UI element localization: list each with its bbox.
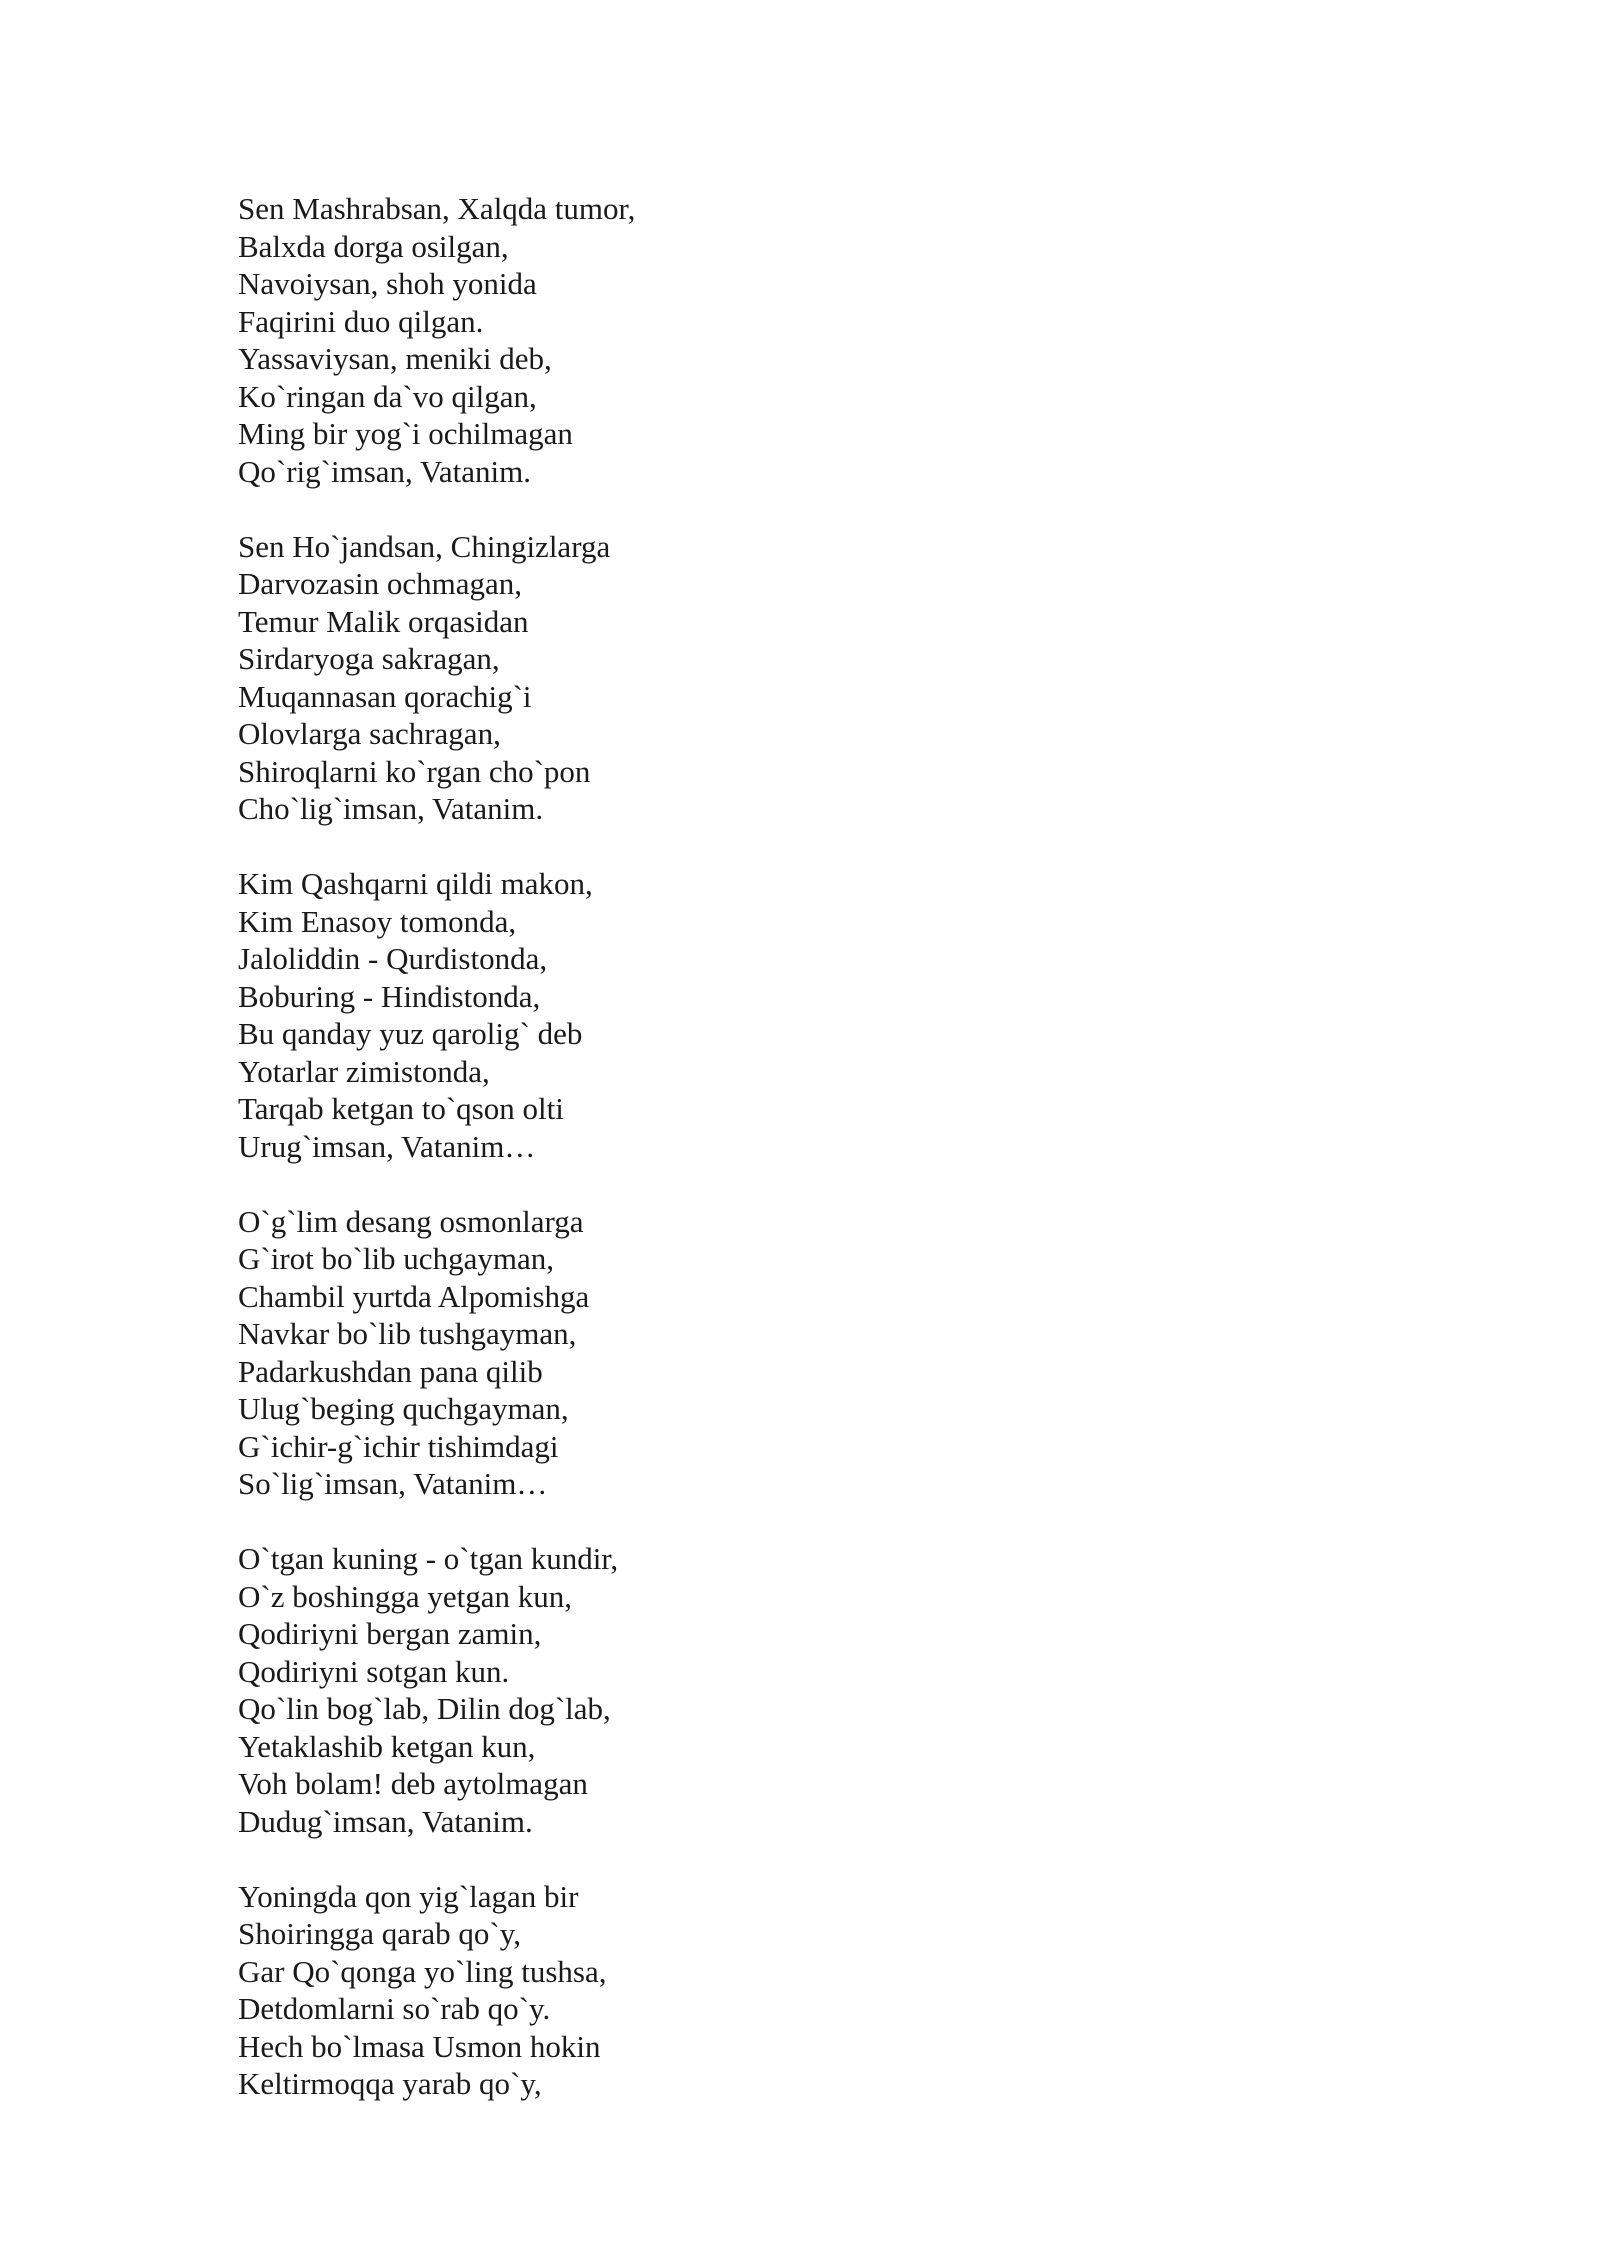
poem-line: Yotarlar zimistonda, [238,1053,490,1089]
poem-line: Ming bir yog`i ochilmagan [238,416,573,451]
stanza [238,528,1438,828]
poem-line: Shiroqlarni ko`rgan cho`pon [238,753,591,789]
stanza [238,865,1438,1165]
poem-line: Muqannasan qorachig`i [238,678,532,714]
poem-line: Qo`rig`imsan, Vatanim. [238,453,532,489]
poem-line: Faqirini duo qilgan. [238,303,484,339]
poem-line: Olovlarga sachragan, [238,716,501,751]
poem-line: Qodiriyni bergan zamin, [238,1616,542,1651]
poem-line: Qo`lin bog`lab, Dilin dog`lab, [238,1691,611,1726]
poem-line: Navoiysan, shoh yonida [238,266,537,301]
poem-line: O`z boshingga yetgan kun, [238,1578,573,1614]
poem-line: Ulug`beging quchgayman, [238,1391,569,1426]
stanza [238,1878,1438,2103]
poem-line: Boburing - Hindistonda, [238,978,541,1014]
poem-line: G`ichir-g`ichir tishimdagi [238,1428,559,1464]
poem-line: Sen Mashrabsan, Xalqda tumor, [238,191,636,226]
poem-line: O`g`lim desang osmonlarga [238,1203,584,1239]
poem-line: So`lig`imsan, Vatanim… [238,1466,548,1501]
poem-line: Shoiringga qarab qo`y, [238,1916,521,1951]
poem-line: Temur Malik orqasidan [238,603,529,639]
poem-line: Urug`imsan, Vatanim… [238,1128,536,1164]
poem-line: G`irot bo`lib uchgayman, [238,1241,554,1276]
poem-line: Tarqab ketgan to`qson olti [238,1091,564,1126]
poem-line: Dudug`imsan, Vatanim. [238,1803,533,1839]
poem-line: O`tgan kuning - o`tgan kundir, [238,1541,619,1576]
poem-line: Sirdaryoga sakragan, [238,641,500,676]
poem-line: Keltirmoqqa yarab qo`y, [238,2066,542,2101]
poem-line: Darvozasin ochmagan, [238,566,523,601]
poem-line: Gar Qo`qonga yo`ling tushsa, [238,1953,607,1989]
poem-line: Yassaviysan, meniki deb, [238,341,552,376]
poem-line: Kim Qashqarni qildi makon, [238,866,593,901]
poem-line: Sen Ho`jandsan, Chingizlarga [238,528,611,564]
poem-line: Qodiriyni sotgan kun. [238,1653,510,1689]
poem-line: Kim Enasoy tomonda, [238,903,517,939]
poem-line: Balxda dorga osilgan, [238,228,509,264]
poem-line: Ko`ringan da`vo qilgan, [238,378,537,414]
poem-line: Voh bolam! deb aytolmagan [238,1766,588,1801]
poem-line: Yetaklashib ketgan kun, [238,1728,536,1764]
poem-line: Padarkushdan pana qilib [238,1353,543,1389]
poem-line: Cho`lig`imsan, Vatanim. [238,791,544,826]
stanza [238,1203,1438,1503]
poem-line: Hech bo`lmasa Usmon hokin [238,2028,601,2064]
poem-line: Bu qanday yuz qarolig` deb [238,1016,583,1051]
poem-body [238,190,1438,2140]
poem-line: Detdomlarni so`rab qo`y. [238,1991,551,2026]
poem-line: Navkar bo`lib tushgayman, [238,1316,577,1351]
stanza [238,190,1438,490]
poem-line: Jaloliddin - Qurdistonda, [238,941,548,976]
poem-line: Yoningda qon yig`lagan bir [238,1878,579,1914]
stanza [238,1540,1438,1840]
poem-line: Chambil yurtda Alpomishga [238,1278,590,1314]
